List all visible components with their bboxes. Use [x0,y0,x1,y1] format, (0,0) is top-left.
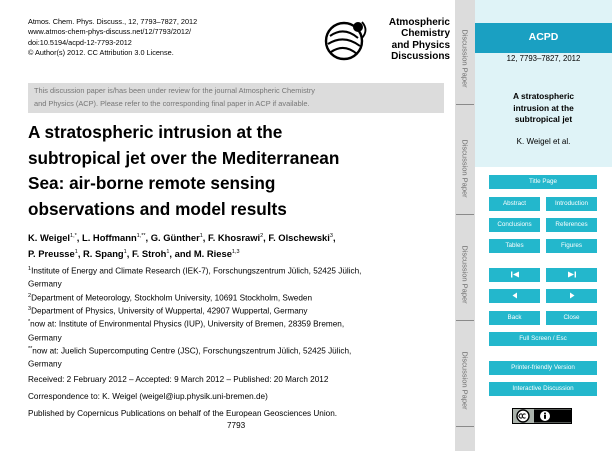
affiliation-sup: 3 [28,305,32,312]
navigation-sidebar [475,0,612,451]
discussion-paper-strip [455,0,475,451]
affiliation-text: now at: Institute of Environmental Physics (IUP), University of Bremen, 28359 Bremen, [30,320,345,330]
affiliation-sup: * [28,319,31,326]
title-page-button[interactable]: Title Page [489,175,597,189]
arrow-right-icon [568,292,576,299]
affiliation-text: Institute of Energy and Climate Research (IEK-7), Forschungszentrum Jülich, 52425 Jülich, [31,266,362,276]
title-line: observations and model results [28,198,287,219]
logo-line: Discussions [391,50,450,62]
affiliation-sup: ** [28,345,33,352]
strip-divider [456,426,474,427]
author-name: M. Riese [193,248,232,260]
journal-url[interactable]: www.atmos-chem-phys-discuss.net/12/7793/2012/ [28,27,192,37]
author-name: F. Olschewski [268,232,330,244]
egu-logo-icon [322,16,370,66]
license: © Author(s) 2012. CC Attribution 3.0 License. [28,47,174,57]
first-page-button[interactable] [489,268,540,282]
author-name: L. Hoffmann [81,232,137,244]
title-line: subtropical jet over the Mediterranean [28,147,340,168]
skip-end-icon [567,271,577,278]
introduction-button[interactable]: Introduction [546,197,597,211]
tables-button[interactable]: Tables [489,239,540,253]
interactive-discussion-button[interactable]: Interactive Discussion [489,382,597,396]
references-button[interactable]: References [546,218,597,232]
sidebar-title-line: intrusion at the [513,102,574,113]
conclusions-button[interactable]: Conclusions [489,218,540,232]
affiliation-text: Department of Meteorology, Stockholm University, 10691 Stockholm, Sweden [31,293,312,303]
arrow-left-icon [511,292,519,299]
logo-line: Atmospheric [388,17,450,28]
strip-label: Discussion Paper [460,29,470,88]
author-sup: 1 [199,233,203,239]
journal-header [28,17,197,58]
correspondence: Correspondence to: K. Weigel (weigel@iup.physik.uni-bremen.de) [28,392,268,401]
author-name: P. Preusse [28,248,75,260]
author-name: G. Günther [150,232,200,244]
logo-line: Chemistry [401,28,450,40]
notice-line: and Physics (ACP). Please refer to the corresponding final paper in ACP if available. [34,98,310,108]
review-notice [28,83,444,113]
strip-divider [456,104,474,105]
author-sup: 1,* [70,233,77,239]
affiliation [28,357,361,370]
strip-divider [456,320,474,321]
volume-reference: 12, 7793–7827, 2012 [506,54,581,63]
previous-page-button[interactable] [489,289,540,303]
logo-wordmark [370,17,450,62]
paper-title [28,120,448,222]
author-sup: 1,3 [231,249,240,256]
affiliation [28,344,361,357]
strip-divider [456,214,474,215]
sidebar-title-line: A stratospheric [512,91,575,101]
back-button[interactable]: Back [489,311,540,325]
last-page-button[interactable] [546,268,597,282]
author-line: K. Weigel$^{1,*}$, L. Hoffmann$^{1,**}$, G. Günther$^1$, F. Khosrawi$^2$, F. Olschewski$^3$, [28,232,336,244]
page-number: 7793 [227,421,246,430]
full-screen-button[interactable]: Full Screen / Esc [489,332,597,346]
author-name: R. Spang [83,248,124,260]
next-page-button[interactable] [546,289,597,303]
affiliation-text: Germany [28,360,62,370]
doi: doi:10.5194/acpd-12-7793-2012 [28,37,132,47]
affiliation-text: Germany [28,280,62,290]
journal-acronym: ACPD [528,31,559,43]
close-button[interactable]: Close [546,311,597,325]
author-sup: 1 [74,249,78,256]
author-line: P. Preusse$^1$, R. Spang$^1$, F. Stroh$^1$, and M. Riese$^{1,3}$ [28,248,240,260]
title-line: A stratospheric intrusion at the [28,122,283,142]
abstract-button[interactable]: Abstract [489,197,540,211]
author-name: F. Khosrawi [208,232,261,244]
journal-line: Atmos. Chem. Phys. Discuss., 12, 7793–7827, 2012 [28,17,198,26]
author-sup: 2 [260,233,264,239]
logo-line: and Physics [391,39,450,51]
notice-line: This discussion paper is/has been under review for the journal Atmospheric Chemistry [34,86,315,95]
affiliation-text: now at: Juelich Supercomputing Centre (JSC), Forschungszentrum Jülich, 52425 Jülich, [32,346,352,356]
figures-button[interactable]: Figures [546,239,597,253]
creative-commons-by-icon[interactable] [512,408,572,424]
strip-label: Discussion Paper [460,245,470,304]
author-sup: 1,** [136,233,146,239]
journal-logo [322,14,452,68]
affiliation [28,304,361,317]
publisher-line: Published by Copernicus Publications on behalf of the European Geosciences Union. [28,409,338,418]
affiliation [28,291,361,304]
author-sup: 1 [166,249,170,256]
title-line: Sea: air-borne remote sensing [28,173,276,194]
publication-dates: Received: 2 February 2012 – Accepted: 9 March 2012 – Published: 20 March 2012 [28,375,329,384]
affiliation [28,317,361,330]
affiliation-text: Germany [28,333,62,343]
affiliation [28,264,361,277]
affiliation-list [28,264,361,371]
author-sup: 3 [329,233,333,239]
affiliation [28,331,361,344]
affiliation [28,277,361,290]
author-sup: 1 [123,249,127,256]
author-name: F. Stroh [131,248,167,260]
affiliation-text: Department of Physics, University of Wuppertal, 42907 Wuppertal, Germany [31,306,308,316]
sidebar-title [475,91,612,126]
affiliation-sup: 1 [28,266,32,272]
strip-label: Discussion Paper [460,139,470,198]
author-list [28,229,336,262]
sidebar-title-line: subtropical jet [514,114,573,124]
strip-label: Discussion Paper [460,351,470,410]
affiliation-sup: 2 [28,292,32,299]
sidebar-author: K. Weigel et al. [516,137,571,146]
printer-friendly-button[interactable]: Printer-friendly Version [489,361,597,375]
skip-start-icon [510,271,520,278]
author-name: K. Weigel [28,232,71,244]
